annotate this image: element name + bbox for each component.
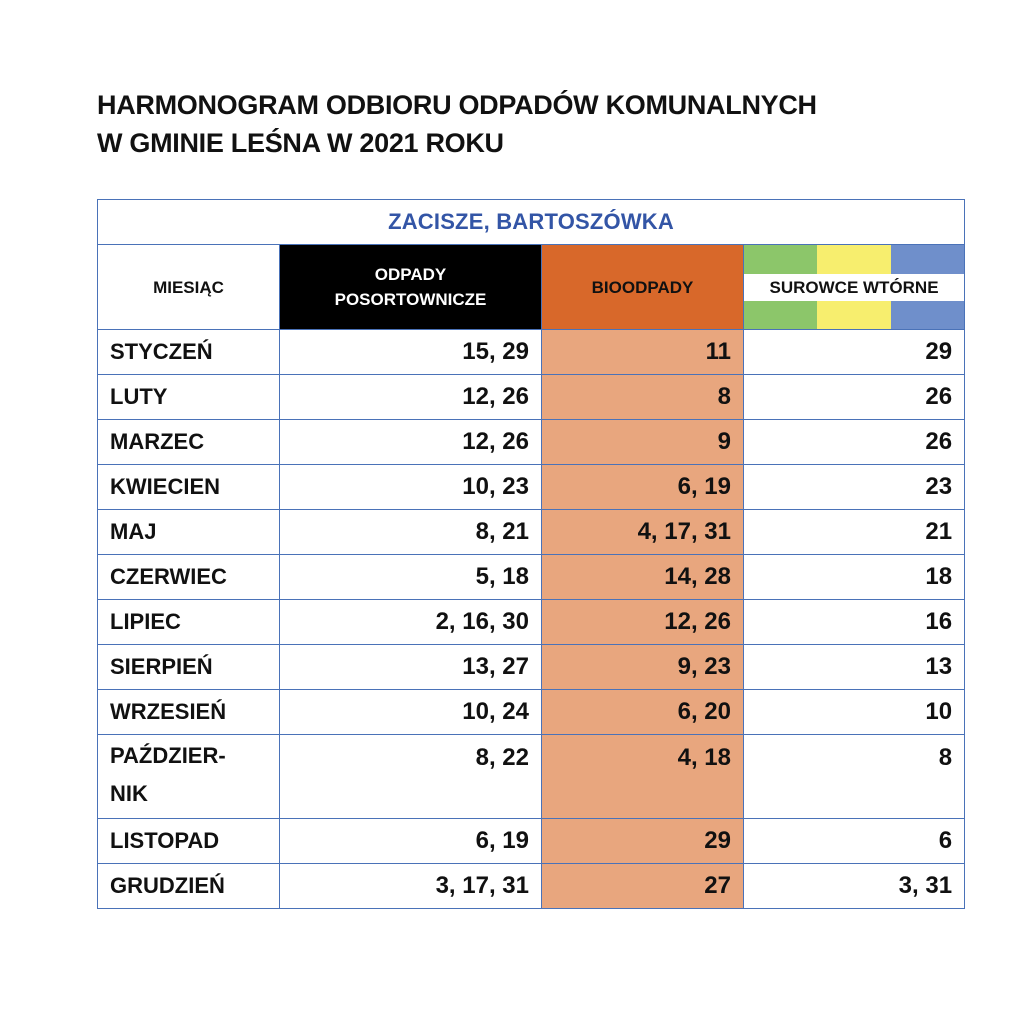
bio-cell: 12, 26 <box>542 600 744 645</box>
surowce-cell: 18 <box>744 555 965 600</box>
area-row <box>98 200 965 245</box>
table-row <box>98 600 965 645</box>
odpady-cell: 12, 26 <box>280 375 542 420</box>
header-surowce-label: SUROWCE WTÓRNE <box>744 274 964 301</box>
table-row <box>98 690 965 735</box>
surowce-cell: 21 <box>744 510 965 555</box>
month-cell: LIPIEC <box>98 600 280 645</box>
header-month: MIESIĄC <box>98 245 280 330</box>
surowce-cell: 26 <box>744 375 965 420</box>
title-line-1: HARMONOGRAM ODBIORU ODPADÓW KOMUNALNYCH <box>97 90 817 120</box>
surowce-cell: 3, 31 <box>744 864 965 909</box>
bio-cell: 8 <box>542 375 744 420</box>
bio-cell: 9 <box>542 420 744 465</box>
month-cell: WRZESIEŃ <box>98 690 280 735</box>
table-row <box>98 420 965 465</box>
odpady-cell: 8, 22 <box>280 735 542 819</box>
odpady-cell: 12, 26 <box>280 420 542 465</box>
odpady-cell: 10, 23 <box>280 465 542 510</box>
odpady-cell: 15, 29 <box>280 330 542 375</box>
table-row <box>98 510 965 555</box>
title-line-2: W GMINIE LEŚNA W 2021 ROKU <box>97 128 504 158</box>
odpady-cell: 13, 27 <box>280 645 542 690</box>
bio-cell: 6, 20 <box>542 690 744 735</box>
header-odpady-line-2: POSORTOWNICZE <box>334 290 487 309</box>
month-cell <box>98 735 280 819</box>
bio-cell: 6, 19 <box>542 465 744 510</box>
month-line-1: PAŹDZIER- <box>110 743 226 768</box>
odpady-cell: 10, 24 <box>280 690 542 735</box>
surowce-cell: 10 <box>744 690 965 735</box>
header-bioodpady: BIOODPADY <box>542 245 744 330</box>
page-title <box>97 86 817 162</box>
month-cell: SIERPIEŃ <box>98 645 280 690</box>
header-surowce-wtorne <box>744 245 965 330</box>
surowce-cell: 16 <box>744 600 965 645</box>
month-line-2: NIK <box>110 781 148 806</box>
bio-cell: 4, 18 <box>542 735 744 819</box>
month-cell: STYCZEŃ <box>98 330 280 375</box>
bio-cell: 27 <box>542 864 744 909</box>
odpady-cell: 2, 16, 30 <box>280 600 542 645</box>
table-row <box>98 819 965 864</box>
surowce-cell: 23 <box>744 465 965 510</box>
table-row <box>98 330 965 375</box>
month-cell: CZERWIEC <box>98 555 280 600</box>
bio-cell: 14, 28 <box>542 555 744 600</box>
odpady-cell: 8, 21 <box>280 510 542 555</box>
table-row <box>98 465 965 510</box>
table-row <box>98 645 965 690</box>
odpady-cell: 6, 19 <box>280 819 542 864</box>
month-cell: MARZEC <box>98 420 280 465</box>
surowce-cell: 13 <box>744 645 965 690</box>
header-odpady-line-1: ODPADY <box>374 265 447 284</box>
month-cell: LISTOPAD <box>98 819 280 864</box>
table-row <box>98 864 965 909</box>
odpady-cell: 5, 18 <box>280 555 542 600</box>
month-cell: MAJ <box>98 510 280 555</box>
header-row <box>98 245 965 330</box>
table-row <box>98 375 965 420</box>
bio-cell: 4, 17, 31 <box>542 510 744 555</box>
schedule-table <box>97 199 965 909</box>
month-cell: GRUDZIEŃ <box>98 864 280 909</box>
surowce-cell: 26 <box>744 420 965 465</box>
month-cell: KWIECIEN <box>98 465 280 510</box>
surowce-cell: 6 <box>744 819 965 864</box>
surowce-cell: 8 <box>744 735 965 819</box>
bio-cell: 9, 23 <box>542 645 744 690</box>
odpady-cell: 3, 17, 31 <box>280 864 542 909</box>
month-cell: LUTY <box>98 375 280 420</box>
table-row <box>98 555 965 600</box>
table-row <box>98 735 965 819</box>
area-name: ZACISZE, BARTOSZÓWKA <box>98 200 965 245</box>
surowce-cell: 29 <box>744 330 965 375</box>
bio-cell: 11 <box>542 330 744 375</box>
bio-cell: 29 <box>542 819 744 864</box>
header-odpady-posortownicze <box>280 245 542 330</box>
